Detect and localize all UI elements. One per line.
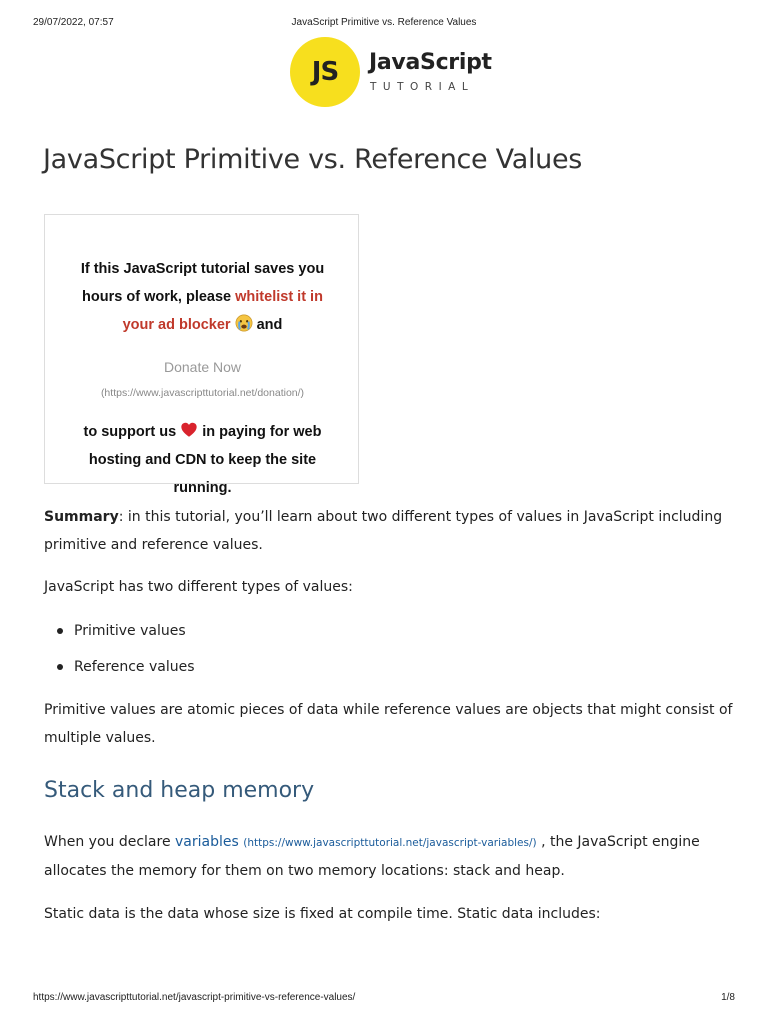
list-item bbox=[44, 617, 194, 653]
summary-paragraph bbox=[44, 503, 734, 559]
types-intro: JavaScript has two different types of values: bbox=[44, 579, 353, 595]
declare-text-rest: , the JavaScript engine allocates the memory for them on two memory locations: stack and heap. bbox=[44, 834, 700, 879]
bullet-icon bbox=[57, 628, 63, 634]
types-list bbox=[44, 617, 194, 689]
variables-link[interactable]: variables bbox=[175, 834, 239, 850]
declare-paragraph bbox=[44, 828, 734, 885]
declare-text: When you declare bbox=[44, 834, 176, 850]
ad-and-text: and bbox=[252, 317, 283, 333]
summary-label: Summary bbox=[44, 509, 119, 525]
js-logo-badge: JS bbox=[290, 37, 360, 107]
support-text-rest: in paying for web hosting and CDN to keep the site running. bbox=[88, 424, 322, 496]
page-number: 1/8 bbox=[721, 992, 735, 1003]
donate-now-link[interactable]: Donate Now bbox=[163, 359, 242, 375]
variables-link-url: (https://www.javascripttutorial.net/javascript-variables/) bbox=[243, 837, 537, 849]
support-text: to support us bbox=[83, 424, 181, 440]
bullet-icon bbox=[57, 664, 63, 670]
logo-name: JavaScript bbox=[369, 50, 492, 75]
list-item-text: Reference values bbox=[74, 659, 195, 675]
list-item-text: Primitive values bbox=[74, 623, 186, 639]
list-item bbox=[44, 653, 194, 689]
print-header bbox=[33, 17, 735, 31]
whitelist-link[interactable]: whitelist it in your ad blocker bbox=[122, 289, 323, 333]
donate-url: (https://www.javascripttutorial.net/donation/) bbox=[100, 387, 305, 399]
section-heading: Stack and heap memory bbox=[44, 778, 315, 803]
page-title: JavaScript Primitive vs. Reference Values bbox=[43, 144, 583, 175]
ad-message-text: If this JavaScript tutorial saves you hours of work, please bbox=[80, 261, 325, 305]
print-doc-title: JavaScript Primitive vs. Reference Values bbox=[291, 17, 477, 28]
heart-icon bbox=[180, 421, 198, 439]
static-paragraph: Static data is the data whose size is fixed at compile time. Static data includes: bbox=[44, 906, 601, 922]
ad-support-message bbox=[45, 418, 360, 502]
ad-message bbox=[45, 255, 360, 339]
summary-text: : in this tutorial, you’ll learn about two different types of values in JavaScript including primitive and reference values. bbox=[44, 509, 723, 553]
logo-subtitle: TUTORIAL bbox=[370, 81, 475, 93]
ad-blocker-notice bbox=[44, 214, 359, 496]
print-url: https://www.javascripttutorial.net/javascript-primitive-vs-reference-values/ bbox=[33, 992, 356, 1003]
print-datetime: 29/07/2022, 07:57 bbox=[33, 17, 114, 28]
print-footer bbox=[33, 992, 735, 1006]
atomic-paragraph: Primitive values are atomic pieces of data while reference values are objects that might consist of multiple values. bbox=[44, 702, 733, 746]
crying-face-icon bbox=[235, 314, 253, 332]
